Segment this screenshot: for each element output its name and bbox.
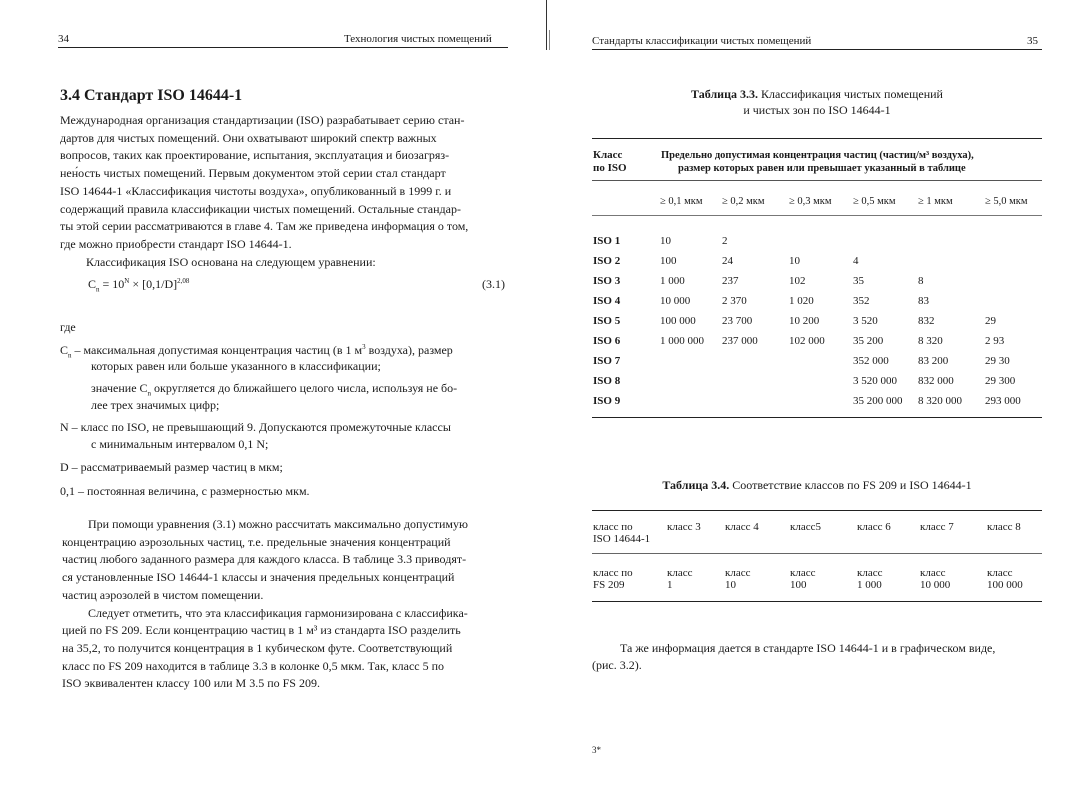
intro-paragraph [60,112,512,271]
fs209-class-word: класс [667,567,693,579]
concentration-cell: 23 700 [722,315,753,327]
concentration-cell: 3 520 [853,315,878,327]
closing-line-2: (рис. 3.2). [592,658,642,672]
concentration-cell: 8 320 000 [918,395,962,407]
concentration-cell: 8 320 [918,335,943,347]
concentration-cell: 100 000 [660,315,696,327]
table-3-3-top-rule [592,138,1042,139]
concentration-cell: 8 [918,275,924,287]
fs209-class-word: класс [920,567,946,579]
table-3-3-bottom-rule [592,417,1042,418]
concentration-cell: 35 200 [853,335,884,347]
table-3-4-bottom-rule [592,601,1042,602]
concentration-cell: 10 000 [660,295,691,307]
concentration-cell: 2 [722,235,728,247]
fs209-class-word: класс [725,567,751,579]
intro-line: где можно приобрести стандарт ISO 14644-1. [60,236,292,251]
concentration-cell: 2 370 [722,295,747,307]
left-header-rule [58,47,508,48]
fs209-class-value: 100 000 [987,579,1023,591]
definition-d: D – рассматриваемый размер частиц в мкм; [60,460,283,474]
left-page-number: 34 [58,33,69,45]
table-3-4-caption [592,478,1042,493]
fs209-class-word: класс [857,567,883,579]
table-3-3-head-class-2: по ISO [593,162,627,174]
concentration-cell: 100 [660,255,677,267]
table-3-3-caption-label: Таблица 3.3. [691,87,758,101]
definition-n: N – класс по ISO, не превышающий 9. Допускаются промежуточные классы [60,420,451,434]
size-header-cell: ≥ 0,2 мкм [722,196,765,207]
size-header-cell: ≥ 0,1 мкм [660,196,703,207]
concentration-cell: 10 200 [789,315,820,327]
intro-line: ты этой серии рассматриваются в главе 4. Там же приведена информация о том, [60,219,469,234]
concentration-cell: 102 000 [789,335,825,347]
table-3-3-head-rule [592,180,1042,181]
concentration-cell: 83 [918,295,929,307]
table-3-3-head-class: Класс [593,149,623,161]
iso-class-cell: класс 3 [667,521,701,533]
definition-constant: 0,1 – постоянная величина, с размерностью мкм. [60,484,310,498]
concentration-cell: 24 [722,255,733,267]
equation-3-1: $C_n = 10^N \times [0,1/D]^{2,08}$ [88,277,190,294]
fs209-class-value: 100 [790,579,807,591]
definition-cn-line2: которых равен или больше указанного в классификации; [91,359,381,373]
iso-class-cell: ISO 7 [593,355,621,367]
concentration-cell: 293 000 [985,395,1021,407]
iso-class-cell: класс 8 [987,521,1021,533]
section-title: 3.4 Стандарт ISO 14644-1 [60,87,243,104]
intro-line: нен́ость чистых помещений. Первым документом этой серии стал стандарт [60,166,446,181]
signature-mark: 3* [592,745,601,755]
body-line: на 35,2, то получится концентрация в 1 кубическом футе. Соответствующий [62,640,453,655]
iso-class-cell: ISO 9 [593,395,621,407]
equation-number: (3.1) [482,277,505,291]
table-3-3-caption [592,86,1042,118]
iso-class-cell: класс 6 [857,521,891,533]
concentration-cell: 1 020 [789,295,814,307]
table-3-4-row2-label-2: FS 209 [593,579,625,591]
size-header-cell: ≥ 0,3 мкм [789,196,832,207]
closing-line-1: Та же информация дается в стандарте ISO 14644-1 и в графическом виде, [620,641,996,655]
table-3-4-caption-label: Таблица 3.4. [662,478,730,492]
book-spine-line [546,0,547,50]
iso-class-cell: ISO 5 [593,315,621,327]
table-3-4-mid-rule [592,553,1042,554]
body-paragraph-1 [62,516,514,693]
body-line: цией по FS 209. Если концентрацию частиц в 1 м³ из стандарта ISO разделить [62,623,461,638]
definition-cn-line4: лее трех значимых цифр; [91,398,220,412]
body-line: класс по FS 209 находится в таблице 3.3 в колонке 0,5 мкм. Так, класс 5 по [62,658,445,673]
intro-line: Международная организация стандартизации (ISO) разрабатывает серию стан- [60,113,465,127]
table-3-3-head-conc: Предельно допустимая концентрация частиц (частиц/м³ воздуха), [661,150,974,161]
definition-cn-line3: значение $C_n$ округляется до ближайшего целого числа, используя не бо- [91,381,458,398]
right-running-title: Стандарты классификации чистых помещений [592,35,812,47]
definition-n-line2: с минимальным интервалом 0,1 N; [91,437,269,451]
table-3-4-top-rule [592,510,1042,511]
equation-intro: Классификация ISO основана на следующем уравнении: [86,254,376,269]
concentration-cell: 35 [853,275,864,287]
intro-line: дартов для чистых помещений. Они охватывают широкий спектр важных [60,130,437,145]
fs209-class-word: класс [790,567,816,579]
fs209-class-value: 1 [667,579,673,591]
concentration-cell: 35 200 000 [853,395,903,407]
body-line: ISO эквивалентен классу 100 или M 3.5 по FS 209. [62,676,320,691]
iso-class-cell: класс 7 [920,521,954,533]
body-line: частиц аэрозолей в чистом помещении. [62,587,264,602]
fs209-class-value: 1 000 [857,579,882,591]
size-header-cell: ≥ 5,0 мкм [985,196,1028,207]
table-3-4-caption-text: Соответствие классов по FS 209 и ISO 14644-1 [729,478,972,492]
body-line: концентрацию аэрозольных частиц, т.е. предельные значения концентраций [62,534,451,549]
concentration-cell: 102 [789,275,806,287]
iso-class-cell: ISO 4 [593,295,621,307]
iso-class-cell: класс5 [790,521,821,533]
right-page-number: 35 [1027,35,1038,47]
concentration-cell: 10 [660,235,671,247]
fs209-class-word: класс [987,567,1013,579]
body-line: При помощи уравнения (3.1) можно рассчитать максимально допустимую [88,517,468,531]
iso-class-cell: ISO 3 [593,275,621,287]
iso-class-cell: класс 4 [725,521,759,533]
right-header-rule [592,49,1042,50]
table-3-4-row1-label-2: ISO 14644-1 [593,533,651,545]
concentration-cell: 832 000 [918,375,954,387]
intro-line: вопросов, таких как проектирование, испытания, эксплуатация и биозагряз- [60,148,450,163]
concentration-cell: 83 200 [918,355,949,367]
concentration-cell: 4 [853,255,859,267]
concentration-cell: 29 30 [985,355,1010,367]
concentration-cell: 29 [985,315,996,327]
iso-class-cell: ISO 8 [593,375,621,387]
body-line: частиц любого заданного размера для каждого класса. В таблице 3.3 приводят- [62,552,467,567]
concentration-cell: 352 [853,295,870,307]
concentration-cell: 10 [789,255,800,267]
table-3-3-head-conc-2: размер которых равен или превышает указанный в таблице [678,163,966,174]
fs209-class-value: 10 [725,579,736,591]
concentration-cell: 3 520 000 [853,375,897,387]
table-3-4-row1-label: класс по [593,521,633,533]
concentration-cell: 1 000 000 [660,335,704,347]
table-3-3-caption-line2: и чистых зон по ISO 14644-1 [743,103,891,117]
left-running-title: Технология чистых помещений [344,33,492,45]
size-header-cell: ≥ 0,5 мкм [853,196,896,207]
concentration-cell: 832 [918,315,935,327]
concentration-cell: 352 000 [853,355,889,367]
definition-cn: $C_n$ – максимальная допустимая концентрация частиц (в 1 $м^3$ воздуха), размер [60,343,453,360]
iso-class-cell: ISO 6 [593,335,621,347]
table-3-3-size-rule [592,215,1042,216]
size-header-cell: ≥ 1 мкм [918,196,953,207]
table-3-4-row2-label: класс по [593,567,633,579]
table-3-3-caption-text: Классификация чистых помещений [758,87,943,101]
concentration-cell: 237 [722,275,739,287]
body-line: ся установленные ISO 14644-1 классы и значения предельных концентраций [62,570,455,585]
concentration-cell: 1 000 [660,275,685,287]
body-line: Следует отметить, что эта классификация гармонизирована с классифика- [88,605,468,620]
fs209-class-value: 10 000 [920,579,951,591]
intro-line: ISO 14644-1 «Классификация чистоты воздуха», опубликованный в 1999 г. и [60,183,452,198]
concentration-cell: 2 93 [985,335,1005,347]
concentration-cell: 237 000 [722,335,758,347]
iso-class-cell: ISO 2 [593,255,621,267]
iso-class-cell: ISO 1 [593,235,621,247]
where-label: где [60,320,76,334]
book-spine-shadow [549,30,550,50]
concentration-cell: 29 300 [985,375,1016,387]
intro-line: содержащий правила классификации чистых помещений. Остальные стандар- [60,201,461,216]
